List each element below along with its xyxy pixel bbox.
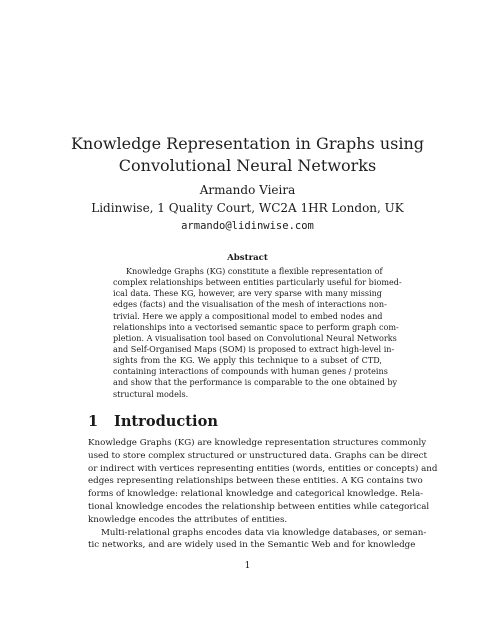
body-line: Multi-relational graphs encodes data via knowledge databases, or seman- bbox=[101, 527, 427, 538]
abstract-line: ical data. These KG, however, are very sparse with many missing bbox=[113, 288, 382, 299]
abstract-line: sights from the KG. We apply this technique to a subset of CTD, bbox=[113, 355, 382, 366]
author-name: Armando Vieira bbox=[199, 183, 296, 197]
body-line: knowledge encodes the attributes of entities. bbox=[88, 514, 288, 525]
abstract-body bbox=[113, 266, 402, 400]
abstract-line: and Self-Organised Maps (SOM) is proposed to extract high-level in- bbox=[113, 343, 395, 354]
body-line: used to store complex structured or unstructured data. Graphs can be direct bbox=[88, 450, 428, 461]
author-affiliation: Lidinwise, 1 Quality Court, WC2A 1HR London, UK bbox=[91, 201, 404, 215]
body-line: forms of knowledge: relational knowledge and categorical knowledge. Rela- bbox=[88, 489, 424, 500]
abstract-line: relationships into a vectorised semantic space to perform graph com- bbox=[113, 321, 399, 332]
title-line: Convolutional Neural Networks bbox=[118, 156, 377, 175]
title-line: Knowledge Representation in Graphs using bbox=[70, 134, 425, 153]
abstract-line: trivial. Here we apply a compositional model to embed nodes and bbox=[113, 310, 383, 321]
section-body bbox=[88, 437, 438, 552]
section-heading bbox=[88, 412, 218, 432]
abstract-line: structural models. bbox=[113, 388, 189, 399]
abstract-line: Knowledge Graphs (KG) constitute a flexible representation of bbox=[126, 266, 383, 276]
author-email: armando@lidinwise.com bbox=[181, 220, 314, 232]
abstract-line: edges (facts) and the visualisation of the mesh of interactions non- bbox=[113, 299, 387, 310]
body-line: tional knowledge encodes the relationship between entities while categorical bbox=[88, 501, 430, 512]
abstract-line: containing interactions of compounds with human genes / proteins bbox=[113, 366, 388, 377]
abstract-line: complex relationships between entities particularly useful for biomed- bbox=[113, 277, 402, 288]
body-line: or indirect with vertices representing entities (words, entities or concepts) and bbox=[88, 463, 438, 474]
body-line: tic networks, and are widely used in the Semantic Web and for knowledge bbox=[88, 540, 416, 551]
abstract-line: and show that the performance is comparable to the one obtained by bbox=[113, 377, 398, 388]
section-title: Introduction bbox=[114, 413, 218, 430]
body-line: Knowledge Graphs (KG) are knowledge representation structures commonly bbox=[88, 438, 427, 448]
section-number: 1 bbox=[88, 413, 99, 430]
abstract-heading: Abstract bbox=[227, 253, 268, 263]
page-number: 1 bbox=[244, 561, 251, 571]
body-line: edges representing relationships between these entities. A KG contains two bbox=[88, 476, 423, 487]
paper-title bbox=[60, 133, 435, 177]
abstract-line: pletion. A visualisation tool based on Convolutional Neural Networks bbox=[113, 332, 397, 343]
